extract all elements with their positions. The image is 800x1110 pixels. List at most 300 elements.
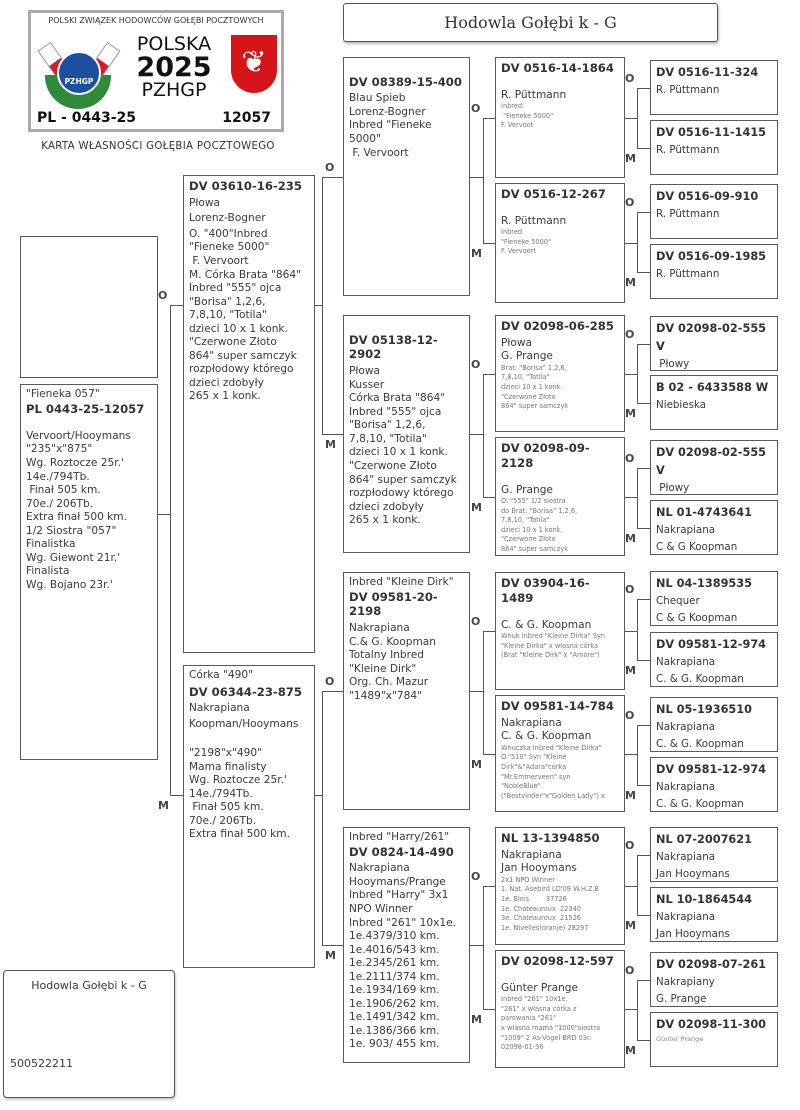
breeder-name: Hodowla Gołębi k - G xyxy=(31,979,147,992)
ring-number: NL 01-4743641 xyxy=(656,506,753,519)
info-text xyxy=(26,416,152,430)
connector-line xyxy=(483,1009,495,1010)
connector-line xyxy=(315,305,322,306)
connector-line xyxy=(483,497,495,498)
great-great-grandparent-card xyxy=(650,500,778,555)
great-grandparent-card xyxy=(495,57,625,178)
ring-number: DV 0516-11-1415 xyxy=(656,126,767,139)
note-text: F. Vervoot xyxy=(501,121,534,130)
note-text: "Czerwone Złoto xyxy=(501,392,556,401)
info-text: Totalny Inbred "Kleine Dirk" xyxy=(349,649,428,675)
connector-line xyxy=(322,434,343,435)
info-text: Nakrapiana xyxy=(349,622,410,635)
mother-label: M xyxy=(158,799,169,812)
father-label: O xyxy=(471,357,481,371)
info-text: R. Püttmann xyxy=(501,214,567,227)
info-text: Mama finalisty xyxy=(189,760,267,773)
great-great-grandparent-card xyxy=(650,571,778,626)
info-text: 1e.2111/374 km. xyxy=(349,970,440,983)
info-text: G. Prange xyxy=(501,350,553,363)
logo-association-name: POLSKI ZWIĄZEK HODOWCÓW GOŁĘBI POCZTOWYCH xyxy=(48,16,264,25)
connector-line xyxy=(637,725,650,726)
ring-number: DV 06344-23-875 xyxy=(189,684,302,699)
note-text: "1009" 2 As-Vogel BRD 03r. xyxy=(501,1033,592,1042)
info-text: Inbred "Fieneke 5000" xyxy=(349,119,435,146)
note-text: parowania "261" xyxy=(501,1014,557,1023)
ring-number: 12057 xyxy=(222,110,271,126)
note-text: x własna mama "1000"siostra xyxy=(501,1024,600,1033)
logo-center-text xyxy=(129,35,219,100)
info-text: Inbred "Harry/261" xyxy=(349,831,450,843)
ring-number: DV 09581-12-974 xyxy=(656,763,767,776)
info-text: Nakrapiana xyxy=(656,781,716,794)
subject-pigeon-card xyxy=(20,384,158,760)
connector-line xyxy=(637,785,650,786)
connector-line xyxy=(322,691,323,946)
connector-line xyxy=(483,886,484,1010)
info-text: G. Prange xyxy=(501,483,553,496)
ring-number: NL 05-1936510 xyxy=(656,703,753,716)
ownership-card-caption: KARTA WŁASNOŚCI GOŁĘBIA POCZTOWEGO xyxy=(41,141,275,152)
mother-label: M xyxy=(625,151,636,165)
info-text: 14e./794Tb. xyxy=(189,787,253,800)
connector-line xyxy=(158,514,170,515)
info-text: Nakrapiana xyxy=(656,721,716,734)
info-text: Lorenz-Bogner xyxy=(349,105,426,118)
info-text: Chequer xyxy=(656,595,700,608)
connector-line xyxy=(483,243,495,244)
note-text: 1e. Chateauroux 22340 xyxy=(501,904,581,913)
info-text: Hooymans/Prange xyxy=(349,875,446,888)
mother-label: M xyxy=(625,788,636,802)
eagle-icon: ❦ xyxy=(241,45,267,80)
info-text: 265 x 1 konk. xyxy=(189,390,261,403)
info-text: 14e./794Tb. xyxy=(26,470,90,483)
info-text: R. Püttmann xyxy=(656,268,720,281)
note-text: 2x1 NPO Winner xyxy=(501,875,555,884)
info-text: 1e. 903/ 455 km. xyxy=(349,1038,440,1051)
info-text: Wg. Giewont 21r.' xyxy=(26,551,121,564)
connector-line xyxy=(483,631,495,632)
info-text: Nakrapiana xyxy=(501,716,562,729)
connector-line xyxy=(625,1009,637,1010)
great-great-grandparent-card xyxy=(650,887,778,942)
connector-line xyxy=(625,886,637,887)
info-text: Jan Hooymans xyxy=(501,862,577,875)
note-text: "Fieneke 5000" xyxy=(501,111,554,120)
page-title: Hodowla Gołębi k - G xyxy=(343,3,718,42)
info-text: Nakrapiany xyxy=(656,976,715,989)
father-label: O xyxy=(471,615,481,628)
info-text: 70e./ 206Tb. xyxy=(26,497,94,510)
info-text: Inbred "Kleine Dirk" xyxy=(349,576,454,588)
dove-emblem-icon: PZHGP xyxy=(57,51,101,95)
note-text: "Czerwone Złoto xyxy=(501,535,556,544)
info-text: Płowa xyxy=(349,365,381,378)
ring-number: DV 05138-12-2902 xyxy=(349,332,438,362)
info-text: C. & G. Koopman xyxy=(656,737,744,750)
note-text: "NobleBlue" xyxy=(501,782,541,791)
mother-label: M xyxy=(625,275,636,289)
connector-line xyxy=(625,118,637,119)
father-label: O xyxy=(625,963,635,977)
ring-number: NL 07-2007621 xyxy=(656,833,753,846)
mother-label: M xyxy=(625,531,636,545)
connector-line xyxy=(637,980,650,981)
note-text: Brat: "Borisa" 1,2,6, xyxy=(501,363,567,372)
ring-number: PL 0443-25-12057 xyxy=(26,401,145,416)
info-text: Kusser xyxy=(349,378,385,391)
note-text: Inbred: xyxy=(501,102,525,111)
note-text: O. "555" 1/2 siostra xyxy=(501,497,566,506)
breeder-stamp-box xyxy=(3,970,175,1098)
info-text: 1/2 Siostra "057" xyxy=(26,524,117,537)
info-text: 7,8,10, "Totila" xyxy=(189,309,267,322)
father-label: O xyxy=(625,451,635,465)
mother-label: M xyxy=(625,663,636,677)
great-grandparent-card xyxy=(495,950,625,1068)
note-text: F. Vervoort xyxy=(501,247,536,256)
info-text: C & G Koopman xyxy=(656,611,738,624)
connector-line xyxy=(625,497,637,498)
info-text xyxy=(189,733,309,747)
connector-line xyxy=(637,599,650,600)
info-text: R. Püttmann xyxy=(656,84,720,97)
note-text: 3e. Chateauroux 21526 xyxy=(501,914,581,923)
parent-card xyxy=(183,175,315,653)
note-text: ("Bestvinder"x"Golden Lady") x xyxy=(501,791,605,800)
connector-line xyxy=(637,725,638,786)
note-text: 1e. Blois 37726 xyxy=(501,895,567,904)
info-text: Wg. Roztocze 25r.' xyxy=(26,457,124,470)
note-text: 7,8,10, "Totila" xyxy=(501,373,550,382)
polish-eagle-coat-of-arms-icon xyxy=(231,35,277,93)
info-text: Płowa xyxy=(501,336,533,349)
info-text: 864" super samczyk xyxy=(189,349,297,362)
grandparent-card xyxy=(343,572,470,810)
info-text: C & G Koopman xyxy=(656,540,738,553)
note-text: Inbred xyxy=(501,228,523,237)
connector-line xyxy=(637,212,650,213)
ring-number: DV 03904-16-1489 xyxy=(501,576,590,605)
info-text: NPO Winner xyxy=(349,903,413,916)
info-text: "235"x"875" xyxy=(26,443,93,456)
mother-label: M xyxy=(625,1043,636,1057)
info-text: Córka Brata "864" xyxy=(349,392,446,405)
info-text: Płowy xyxy=(656,482,690,495)
info-text: Wg. Bojano 23r.' xyxy=(26,578,113,591)
connector-line xyxy=(637,88,650,89)
great-grandparent-card xyxy=(495,572,625,690)
mother-label: M xyxy=(471,247,482,260)
connector-line xyxy=(483,118,484,245)
info-text: "Borisa" 1,2,6, xyxy=(189,295,266,308)
info-text: R. Püttmann xyxy=(501,88,567,101)
ring-number: B 02 - 6433588 W xyxy=(656,381,769,394)
connector-line xyxy=(625,374,637,375)
connector-line xyxy=(470,177,483,178)
logo-country: POLSKA xyxy=(136,33,212,55)
info-text: Extra finał 500 km. xyxy=(26,511,127,524)
great-grandparent-card xyxy=(495,827,625,945)
connector-line xyxy=(637,855,650,856)
info-text: "Borisa" 1,2,6, xyxy=(349,419,426,432)
connector-line xyxy=(637,403,650,404)
info-text: G. Prange xyxy=(656,992,707,1005)
info-text: Vervoort/Hooymans xyxy=(26,429,131,442)
info-text: rozpłodowy którego xyxy=(189,363,294,376)
great-great-grandparent-card xyxy=(650,757,778,812)
ring-number: DV 0516-12-267 xyxy=(501,187,606,201)
info-text: 70e./ 206Tb. xyxy=(189,814,257,827)
great-great-grandparent-card xyxy=(650,827,778,882)
logo-org: PZHGP xyxy=(141,79,207,101)
mother-label: M xyxy=(471,757,482,771)
info-text: Inbred "555" ojca xyxy=(189,282,282,295)
info-text: Günter Prange xyxy=(501,981,579,994)
info-text: Nakrapiana xyxy=(349,862,410,875)
info-text: Inbred "555" ojca xyxy=(349,405,442,418)
info-text: Finalistka xyxy=(26,538,76,551)
note-text: "Mr.Emmerveen" syn xyxy=(501,772,571,781)
logo-year: 2025 xyxy=(136,52,212,83)
note-text: 1. Nat. Asebird LD'09 W.H.Z.B xyxy=(501,885,600,894)
info-text: Nakrapiana xyxy=(656,851,716,864)
grandparent-card xyxy=(343,315,470,553)
ring-number: DV 09581-12-974 xyxy=(656,638,767,651)
ring-number: DV 02098-06-285 xyxy=(501,319,614,333)
great-grandparent-card xyxy=(495,315,625,432)
info-text: Finał 505 km. xyxy=(26,484,101,497)
great-great-grandparent-card xyxy=(650,375,778,430)
info-text: R. Püttmann xyxy=(656,208,720,221)
connector-line xyxy=(637,980,638,1041)
info-text: Nakrapiana xyxy=(501,848,562,861)
info-text: "Fieneka 057" xyxy=(26,388,100,400)
info-text: 1e.1906/262 km. xyxy=(349,997,440,1010)
ring-number: DV 03610-16-235 xyxy=(189,179,302,193)
info-text: F. Vervoort xyxy=(349,146,409,159)
great-great-grandparent-card xyxy=(650,440,778,495)
info-text: 1e.1934/169 km. xyxy=(349,984,440,997)
connector-line xyxy=(322,177,323,436)
note-text: (Brat "Kleine Dirk" x "Amore") xyxy=(501,651,600,660)
connector-line xyxy=(637,660,650,661)
info-text: 1e.1491/342 km. xyxy=(349,1011,440,1024)
info-text: 1e.1386/366 km. xyxy=(349,1024,440,1037)
info-text: "2198"x"490" xyxy=(189,747,262,760)
note-text: Dirk"&"Adara"córka xyxy=(501,763,567,772)
info-text: dzieci zdobyły xyxy=(189,376,264,389)
info-text: Córka "490" xyxy=(189,669,254,681)
note-text: 864" super samczyk xyxy=(501,544,569,553)
ring-number: NL 04-1389535 xyxy=(656,577,753,590)
note-text: "Kleine Dirka" x własna córka xyxy=(501,641,599,650)
connector-line xyxy=(637,855,638,916)
ring-number: DV 0824-14-490 xyxy=(349,844,454,859)
note-text: Inbred "261" 10x1e. xyxy=(501,995,568,1004)
connector-line xyxy=(170,305,183,306)
info-text: Inbred "Harry" 3x1 xyxy=(349,889,449,902)
note-text: Wnuczka inbred "Kleine Dirka" xyxy=(501,743,602,752)
info-text: "Czerwone Złoto xyxy=(349,460,437,473)
connector-line xyxy=(483,374,495,375)
connector-line xyxy=(637,212,638,273)
note-text: dzieci 10 x 1 konk. xyxy=(501,525,563,534)
ring-number: DV 02098-02-555 V xyxy=(656,446,770,478)
ring-number: DV 0516-09-910 xyxy=(656,190,759,203)
grandparent-card xyxy=(343,57,470,296)
great-great-grandparent-card xyxy=(650,1012,778,1067)
info-text: 265 x 1 konk. xyxy=(349,514,421,527)
info-text: Płowa xyxy=(189,196,221,209)
great-great-grandparent-card xyxy=(650,697,778,752)
connector-line xyxy=(322,177,343,178)
connector-line xyxy=(637,344,638,404)
connector-line xyxy=(170,305,171,796)
ring-number: DV 09581-20-2198 xyxy=(349,589,438,619)
note-text: 7,8,10, "Totila" xyxy=(501,516,550,525)
connector-line xyxy=(637,528,650,529)
pigeon-photo-placeholder xyxy=(20,236,158,378)
info-text: Jan Hooymans xyxy=(656,927,730,940)
info-text: Extra finał 500 km. xyxy=(189,828,290,841)
info-text: Niebieska xyxy=(656,399,707,412)
info-text: C. & G. Koopman xyxy=(501,730,592,743)
info-text: C. & G. Koopman xyxy=(656,672,744,685)
father-label: O xyxy=(625,195,635,209)
info-text: 864" super samczyk xyxy=(349,473,457,486)
connector-line xyxy=(637,915,650,916)
note-text: O."510" Syn "Kleine xyxy=(501,753,567,762)
connector-line xyxy=(322,691,343,692)
connector-line xyxy=(625,243,637,244)
connector-line xyxy=(483,118,495,119)
info-text: Blau Spieb xyxy=(349,92,406,105)
spacer xyxy=(501,972,619,982)
connector-line xyxy=(315,795,322,796)
ring-number: DV 0516-09-1985 xyxy=(656,250,767,263)
note-text: 02098-01-36 xyxy=(501,1043,544,1052)
info-text: C. & G. Koopman xyxy=(501,618,592,631)
connector-line xyxy=(637,148,650,149)
info-text: 1e.4016/543 km. xyxy=(349,943,440,956)
spacer xyxy=(501,474,619,484)
great-grandparent-card xyxy=(495,183,625,303)
note-text: Wnuk inbred "Kleine Dirka" Syn xyxy=(501,632,606,641)
connector-line xyxy=(483,631,484,755)
great-great-grandparent-card xyxy=(650,244,778,299)
ring-number: DV 0516-14-1864 xyxy=(501,61,614,75)
info-text: 1e.4379/310 km. xyxy=(349,930,440,943)
spacer xyxy=(501,205,619,215)
parent-card xyxy=(183,665,315,968)
info-text: Nakrapiana xyxy=(656,656,716,669)
mother-label: M xyxy=(625,918,636,932)
info-text: F. Vervoort xyxy=(189,255,249,268)
info-text: Org. Ch. Mazur xyxy=(349,676,429,689)
connector-line xyxy=(470,691,483,692)
spacer xyxy=(501,609,619,619)
info-text: Nakrapiana xyxy=(656,524,716,537)
info-text: R. Püttmann xyxy=(656,144,720,157)
ring-prefix: PL - 0443-25 xyxy=(37,110,136,126)
info-text: C.& G. Koopman xyxy=(349,635,436,648)
connector-line xyxy=(637,344,650,345)
note-text: 1e. Nivelles(oranje) 28297 xyxy=(501,923,589,932)
ring-number: NL 10-1864544 xyxy=(656,893,753,906)
ring-number: DV 02098-02-555 V xyxy=(656,322,770,354)
connector-line xyxy=(322,945,343,946)
father-label: O xyxy=(471,101,481,115)
father-label: O xyxy=(625,838,635,852)
info-text: Inbred "261" 10x1e. xyxy=(349,916,457,929)
father-label: O xyxy=(625,71,635,85)
mother-label: M xyxy=(325,438,336,451)
spacer xyxy=(501,79,619,89)
info-text: dzieci 10 x 1 konk. xyxy=(189,322,288,335)
info-text: "Fieneke 5000" xyxy=(189,241,270,254)
connector-line xyxy=(637,468,650,469)
father-label: O xyxy=(471,870,481,883)
connector-line xyxy=(470,434,483,435)
great-great-grandparent-card xyxy=(650,120,778,175)
great-great-grandparent-card xyxy=(650,952,778,1007)
great-grandparent-card xyxy=(495,695,625,812)
info-text: C. & G. Koopman xyxy=(656,797,744,810)
ring-number: DV 02098-12-597 xyxy=(501,954,614,968)
info-text: M. Córka Brata "864" xyxy=(189,268,302,281)
breeder-code: 500522211 xyxy=(10,1057,73,1070)
info-text: Płowy xyxy=(656,358,690,371)
father-label: O xyxy=(325,675,335,688)
father-label: O xyxy=(625,708,635,722)
connector-line xyxy=(483,374,484,498)
great-grandparent-card xyxy=(495,437,625,556)
great-great-grandparent-card xyxy=(650,184,778,239)
great-great-grandparent-card xyxy=(650,316,778,371)
info-text: Wg. Roztocze 25r.' xyxy=(189,774,287,787)
mother-label: M xyxy=(625,406,636,420)
info-text: dzieci 10 x 1 konk. xyxy=(349,446,448,459)
ring-number: NL 13-1394850 xyxy=(501,831,600,845)
mother-label: M xyxy=(471,500,482,514)
father-label: O xyxy=(158,289,168,302)
info-text: "1489"x"784" xyxy=(349,689,422,702)
info-text: Nakrapiana xyxy=(656,911,716,924)
note-text: "Fieneke 5000" xyxy=(501,237,552,246)
info-text: Lorenz-Bogner xyxy=(189,212,266,225)
info-text: Nakrapiana xyxy=(189,702,250,715)
note-text: dzieci 10 x 1 konk. xyxy=(501,383,563,392)
pzhgp-emblem-icon xyxy=(43,43,113,113)
mother-label: M xyxy=(471,1013,482,1026)
note-text: 864" super samczyk xyxy=(501,402,569,411)
grandparent-card xyxy=(343,827,470,1063)
connector-line xyxy=(625,631,637,632)
info-text: Jan Hooymans xyxy=(656,867,730,880)
ring-number: DV 02098-11-300 xyxy=(656,1018,767,1031)
note-text: do Brat: "Borisa" 1,2,6, xyxy=(501,506,578,515)
info-text xyxy=(349,319,464,333)
connector-line xyxy=(483,886,495,887)
info-text: O. "400"Inbred xyxy=(189,227,268,240)
connector-line xyxy=(637,88,638,149)
connector-line xyxy=(637,272,650,273)
connector-line xyxy=(637,1040,650,1041)
connector-line xyxy=(637,468,638,529)
note-text: "261" x własna córka z xyxy=(501,1004,577,1013)
